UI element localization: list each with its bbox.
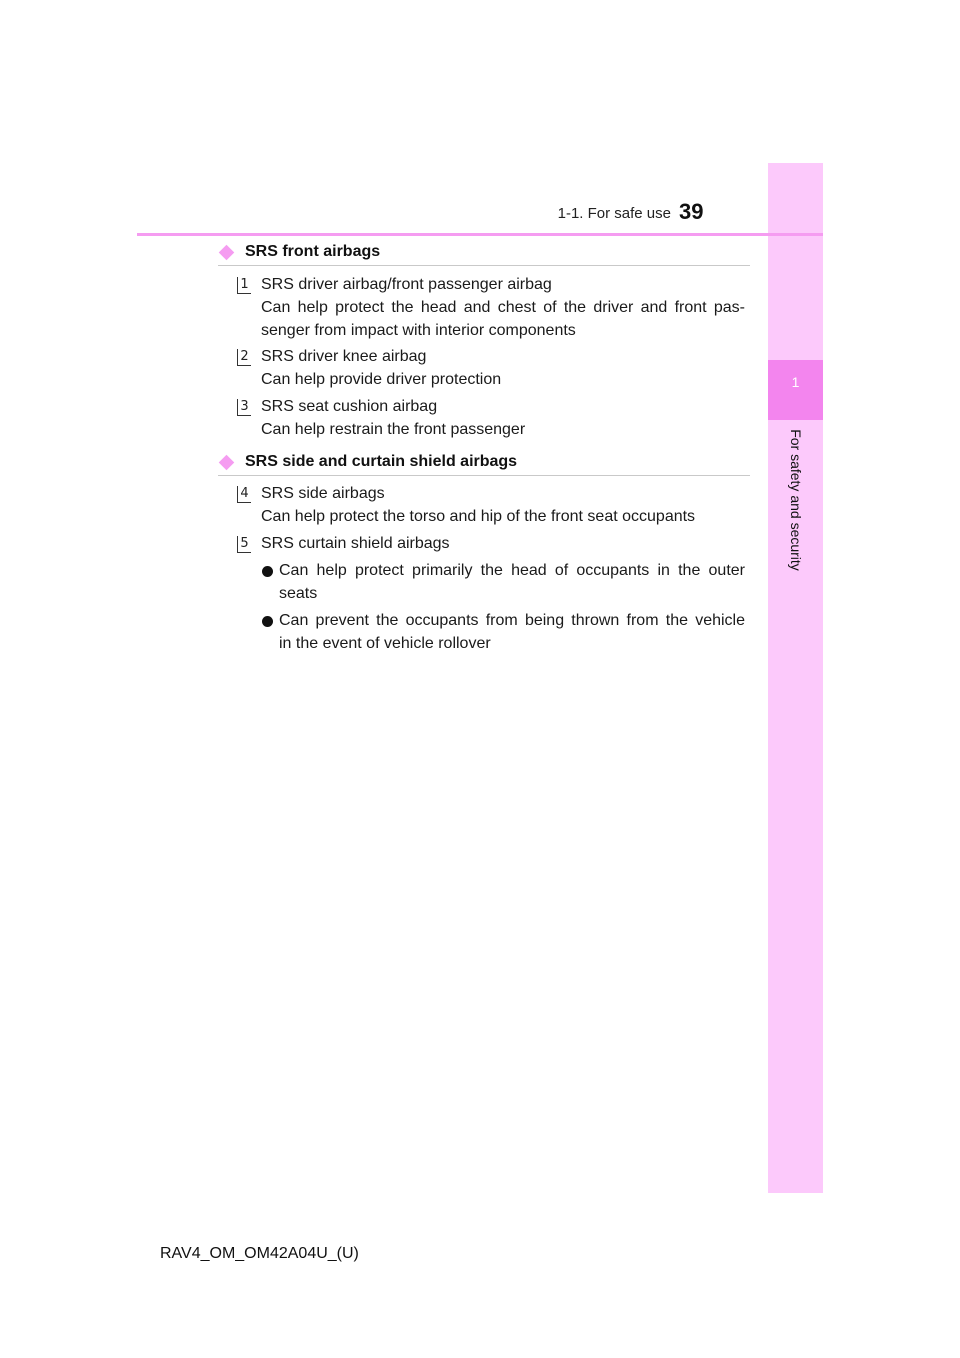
item-title: SRS driver airbag/front passenger airbag [261, 276, 552, 293]
item-title: SRS side airbags [261, 485, 385, 502]
header-section-title: 1-1. For safe use [557, 205, 671, 222]
item-title: SRS seat cushion airbag [261, 398, 438, 415]
bullet-text-line: in the event of vehicle rollover [279, 635, 491, 652]
item-number-5: 5 [237, 536, 251, 553]
section-heading-text: SRS side and curtain shield airbags [245, 453, 518, 470]
document-code: RAV4_OM_OM42A04U_(U) [160, 1245, 359, 1262]
diamond-icon [219, 244, 235, 260]
item-description-line: Can help provide driver protection [261, 371, 502, 388]
diamond-icon [219, 454, 235, 470]
item-description-line: Can help restrain the front passenger [261, 421, 526, 438]
bullet-icon [262, 616, 273, 627]
item-description-line: Can help protect the head and chest of the driver and front pas- [261, 299, 745, 316]
section-heading-front-airbags [218, 243, 380, 261]
bullet-icon [262, 566, 273, 577]
page-number: 39 [679, 199, 704, 224]
item-description-line: Can help protect the torso and hip of the front seat occupants [261, 508, 696, 525]
bullet-text-line: Can prevent the occupants from being thrown from the vehicle [279, 612, 745, 629]
item-title: SRS driver knee airbag [261, 348, 427, 365]
section-heading-text: SRS front airbags [245, 243, 381, 260]
bullet-text-line: Can help protect primarily the head of occupants in the outer [279, 562, 745, 579]
side-tab [768, 163, 823, 1193]
item-title: SRS curtain shield airbags [261, 535, 450, 552]
chapter-number-box [768, 360, 823, 420]
item-number-4: 4 [237, 486, 251, 503]
header-rule [137, 233, 823, 236]
item-description-line: senger from impact with interior components [261, 322, 576, 339]
section-rule [218, 265, 750, 266]
section-heading-side-curtain-airbags [218, 453, 517, 471]
item-number-1: 1 [237, 277, 251, 294]
item-number-3: 3 [237, 399, 251, 416]
item-number-2: 2 [237, 349, 251, 366]
section-rule [218, 475, 750, 476]
bullet-text-line: seats [279, 585, 318, 602]
chapter-title: For safety and security [788, 429, 804, 571]
chapter-number: 1 [791, 374, 800, 390]
